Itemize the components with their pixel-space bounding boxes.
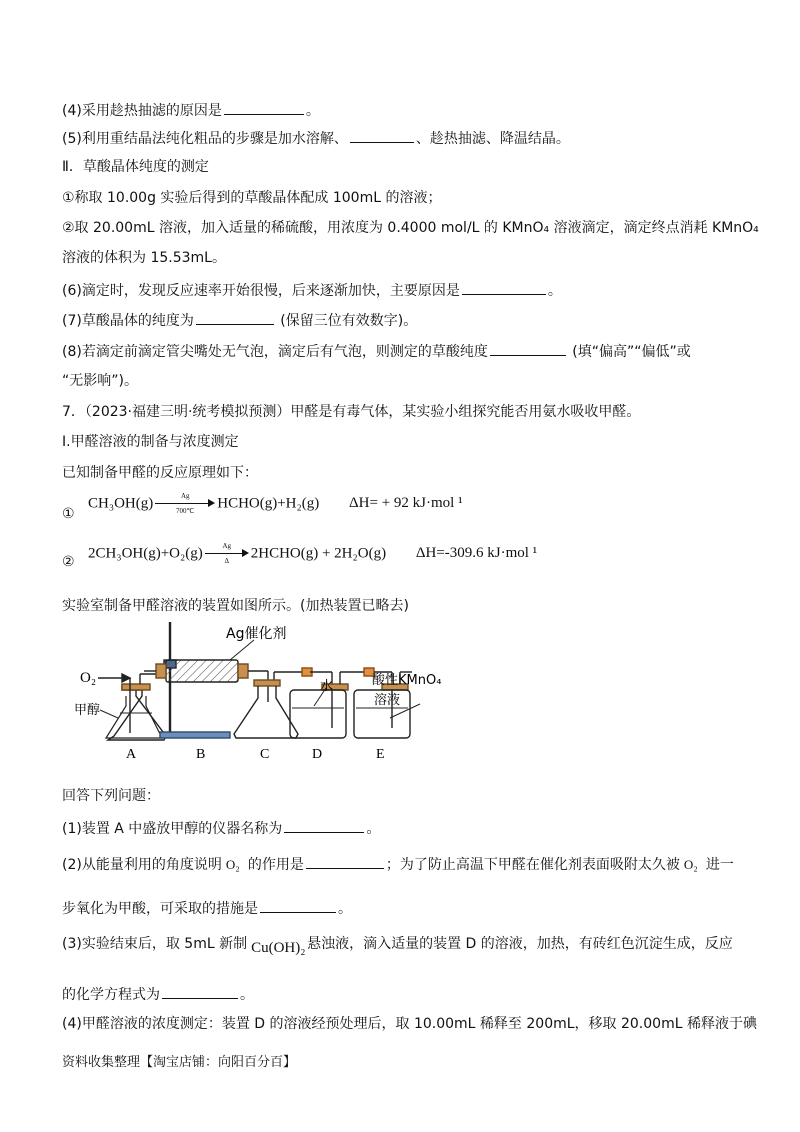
question-8: (8)若滴定前滴定管尖嘴处无气泡，滴定后有气泡，则测定的草酸纯度 (填“偏高”“偏低”或 — [62, 341, 691, 362]
apparatus-diagram — [70, 618, 490, 768]
label-a: A — [126, 747, 137, 762]
water-label: 水 — [320, 679, 334, 694]
step-2-line-1: ②取 20.00mL 溶液，加入适量的稀硫酸，用浓度为 0.4000 mol/L 的 KMnO₄ 溶液滴定，滴定终点消耗 KMnO₄ — [62, 220, 759, 236]
answer-blank[interactable] — [462, 280, 546, 295]
label-b: B — [196, 747, 206, 762]
question-7: (7)草酸晶体的纯度为 (保留三位有效数字)。 — [62, 310, 417, 331]
section-heading-2: Ⅱ．草酸晶体纯度的测定 — [62, 159, 209, 175]
step-1: ①称取 10.00g 实验后得到的草酸晶体配成 100mL 的溶液； — [62, 190, 442, 206]
methanol-label: 甲醇 — [74, 703, 101, 718]
equation-1: ① CH₃OH(g) $\frac{Ag}{700℃}$ HCHO(g)+H₂(g) ΔH= + 92 kJ·mol ¹ — [62, 492, 463, 522]
answer-blank[interactable] — [284, 818, 364, 833]
catalyst-label: Ag催化剂 — [226, 626, 287, 642]
known-intro: 已知制备甲醛的反应原理如下： — [62, 465, 258, 481]
label-d: D — [312, 747, 323, 762]
o2-formula: O₂ — [225, 857, 240, 872]
question-4: (4)采用趁热抽滤的原因是 。 — [62, 100, 320, 121]
answer-question-3-cont: 的化学方程式为 。 — [62, 984, 254, 1005]
solution-label: 溶液 — [374, 693, 401, 708]
step-2-line-2: 溶液的体积为 15.53mL。 — [62, 250, 226, 266]
equation-2: ② 2CH₃OH(g)+O₂(g) $\frac{Ag}{\Delta}$ 2HCHO(g) + 2H₂O(g) ΔH=-309.6 kJ·mol ¹ — [62, 542, 538, 570]
question-6: (6)滴定时，发现反应速率开始很慢，后来逐渐加快，主要原因是 。 — [62, 280, 562, 301]
o2-formula: O₂ — [683, 857, 698, 872]
answer-blank[interactable] — [260, 898, 336, 913]
answer-blank[interactable] — [224, 100, 304, 115]
answer-blank[interactable] — [306, 854, 384, 869]
reaction-arrow: $\frac{Ag}{700℃}$ — [155, 494, 215, 514]
answer-intro: 回答下列问题： — [62, 788, 160, 804]
answer-question-1: (1)装置 A 中盛放甲醇的仪器名称为 。 — [62, 818, 380, 839]
cuoh2-formula: Cu(OH)₂ — [251, 940, 306, 956]
answer-question-2: (2)从能量利用的角度说明 O₂ 的作用是 ；为了防止高温下甲醛在催化剂表面吸附太久被 O₂ 进一 — [62, 854, 734, 875]
label-e: E — [376, 747, 385, 762]
question-5: (5)利用重结晶法纯化粗品的步骤是加水溶解、 、趁热抽滤、降温结晶。 — [62, 128, 570, 149]
answer-question-4: (4)甲醛溶液的浓度测定：装置 D 的溶液经预处理后，取 10.00mL 稀释至 200mL，移取 20.00mL 稀释液于碘 — [62, 1016, 757, 1032]
answer-blank[interactable] — [490, 341, 566, 356]
reaction-arrow: $\frac{Ag}{\Delta}$ — [205, 544, 249, 564]
kmno4-label: 酸性KMnO₄ — [372, 673, 442, 688]
apparatus-intro: 实验室制备甲醛溶液的装置如图所示。(加热装置已略去) — [62, 598, 409, 614]
answer-question-3: (3)实验结束后，取 5mL 新制 Cu(OH)₂ 悬浊液，滴入适量的装置 D 的溶液，加热，有砖红色沉淀生成，反应 — [62, 936, 733, 956]
answer-blank[interactable] — [162, 984, 238, 999]
page-footer: 资料收集整理【淘宝店铺：向阳百分百】 — [62, 1055, 297, 1070]
label-c: C — [260, 747, 270, 762]
question-8-cont: “无影响”)。 — [62, 373, 138, 389]
answer-blank[interactable] — [350, 128, 414, 143]
section-heading-1: Ⅰ.甲醛溶液的制备与浓度测定 — [62, 434, 239, 450]
problem-7-heading: 7．（2023·福建三明·统考模拟预测）甲醛是有毒气体，某实验小组探究能否用氨水吸收甲醛。 — [62, 404, 641, 420]
answer-blank[interactable] — [196, 310, 274, 325]
o2-label: O₂ — [80, 670, 97, 686]
answer-question-2-cont: 步氧化为甲酸，可采取的措施是 。 — [62, 898, 352, 919]
